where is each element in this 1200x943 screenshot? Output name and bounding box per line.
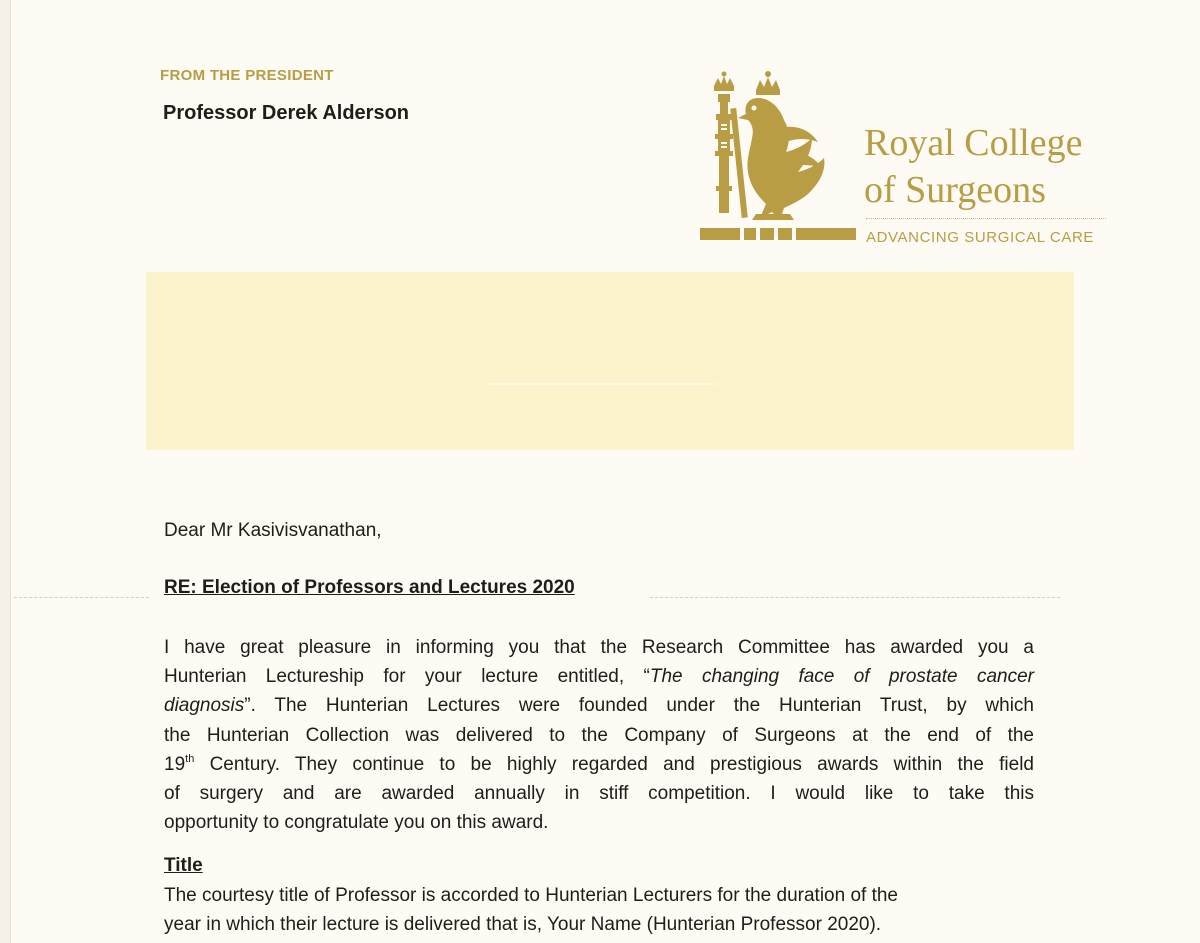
organization-name — [864, 120, 1082, 214]
lecture-title: The changing face of prostate cancer — [649, 666, 1034, 688]
body-line-3 — [164, 691, 1034, 720]
organization-tagline: ADVANCING SURGICAL CARE — [866, 229, 1095, 246]
title-section-heading: Title — [164, 855, 203, 876]
eagle-crest-icon — [700, 68, 860, 248]
body-paragraph — [164, 633, 1034, 837]
organization-name-line1: Royal College — [864, 122, 1083, 164]
body-line-4: the Hunterian Collection was delivered to the Company of Surgeons at the end of the — [164, 724, 1034, 746]
body-line-3-text: ”. The Hunterian Lectures were founded under the Hunterian Trust, by which — [244, 695, 1034, 717]
from-label: FROM THE PRESIDENT — [160, 67, 334, 84]
redaction-artifact — [486, 383, 716, 385]
president-name: Professor Derek Alderson — [163, 102, 410, 124]
body-line-2-text: Hunterian Lectureship for your lecture entitled, “ — [164, 666, 650, 688]
scan-fold-line-right — [650, 597, 1060, 598]
page-edge — [0, 0, 11, 943]
ordinal-suffix: th — [185, 752, 195, 765]
body-line-6: of surgery and are awarded annually in stiff competition. I would like to take this — [164, 783, 1034, 805]
body-line-5 — [164, 750, 1034, 779]
scan-fold-line-left — [14, 597, 149, 598]
century-number: 19 — [164, 753, 186, 775]
subject-line: RE: Election of Professors and Lectures 2020 — [164, 577, 575, 598]
title-section-paragraph — [164, 881, 1034, 939]
salutation: Dear Mr Kasivisvanathan, — [164, 520, 382, 541]
organization-divider — [866, 218, 1106, 220]
title-section-line-1: The courtesy title of Professor is accorded to Hunterian Lecturers for the duration of the — [164, 885, 898, 906]
body-line-2 — [164, 662, 1034, 691]
lecture-title-end: diagnosis — [164, 695, 245, 717]
body-line-5-text: Century. They continue to be highly regarded and prestigious awards within the field — [194, 753, 1034, 775]
redacted-address-block — [146, 272, 1074, 450]
organization-name-line2: of Surgeons — [864, 169, 1046, 211]
body-line-1: I have great pleasure in informing you that the Research Committee has awarded you a — [164, 637, 1034, 658]
title-section-line-2: year in which their lecture is delivered that is, Your Name (Hunterian Professor 2020). — [164, 914, 882, 936]
body-line-7: opportunity to congratulate you on this award. — [164, 812, 549, 834]
